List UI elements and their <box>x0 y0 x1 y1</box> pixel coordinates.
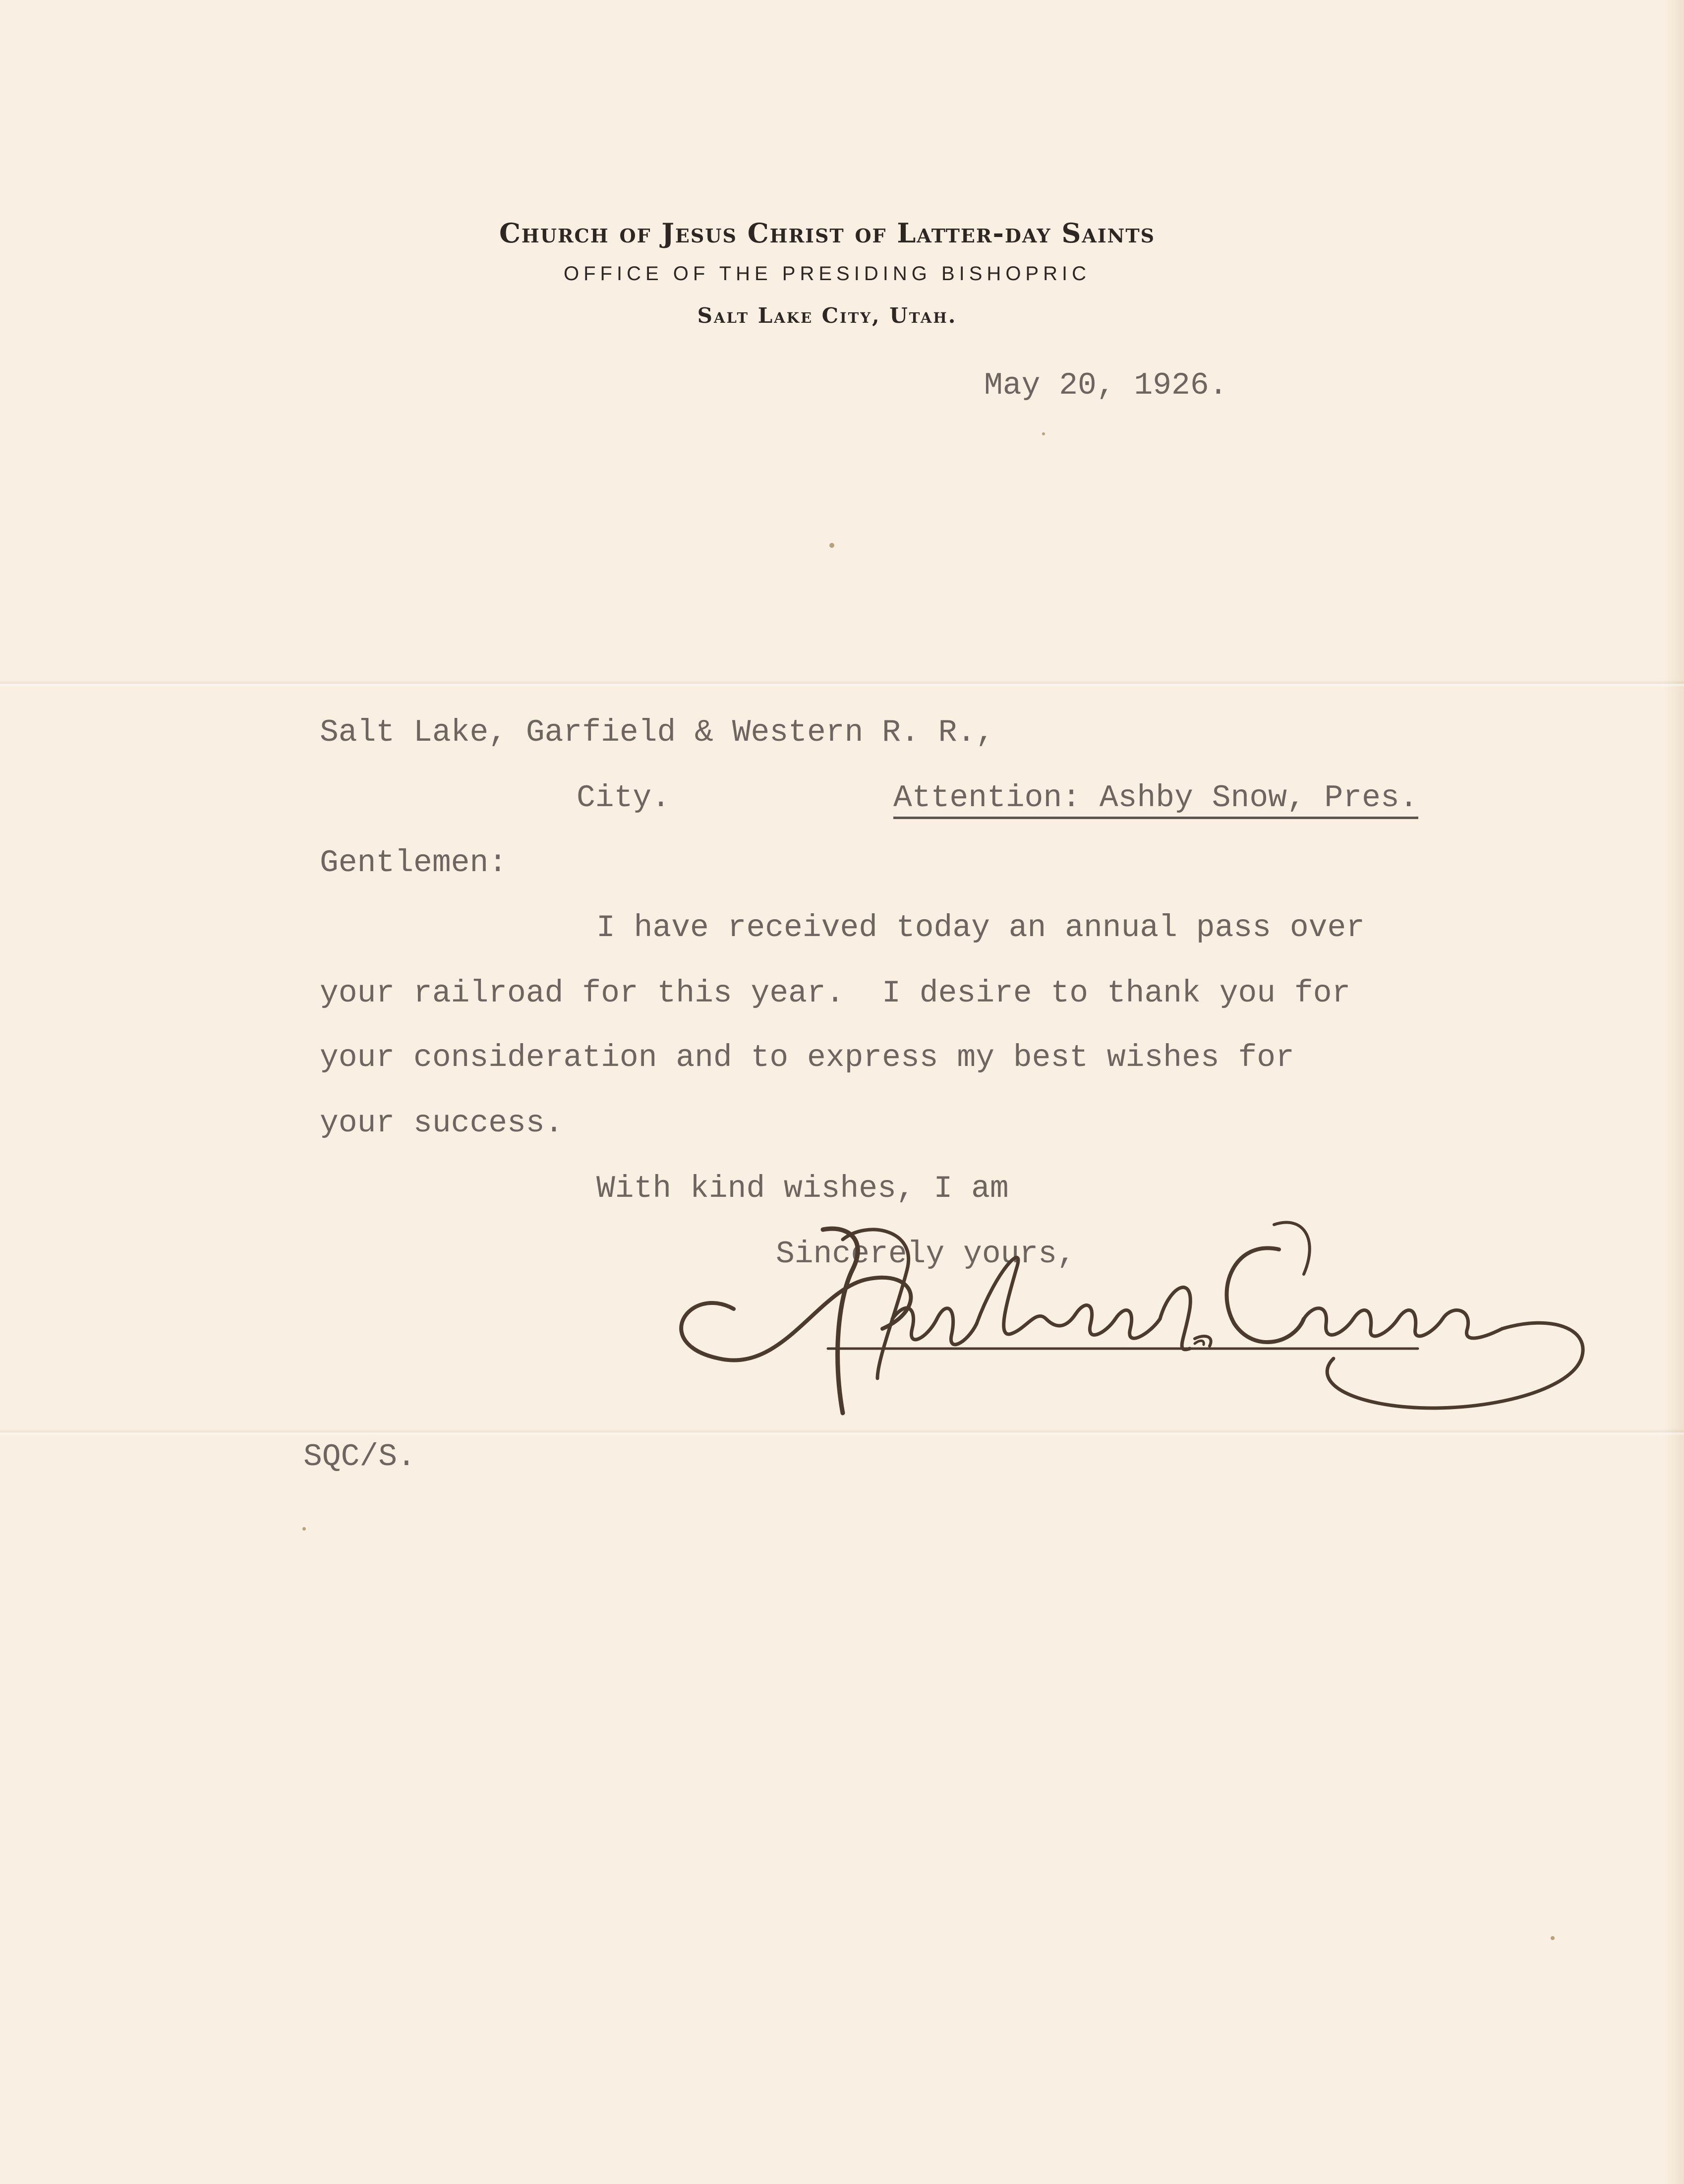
body-line-1: I have received today an annual pass over <box>596 910 1365 945</box>
letterhead-office: OFFICE OF THE PRESIDING BISHOPRIC <box>563 263 1091 285</box>
complimentary-close: Sincerely yours, <box>776 1237 1076 1272</box>
closing-line: With kind wishes, I am <box>596 1171 1009 1206</box>
paper-speck <box>1551 1936 1555 1940</box>
recipient-city: City. <box>577 780 671 816</box>
handwritten-signature <box>659 1210 1631 1458</box>
salutation: Gentlemen: <box>320 845 508 881</box>
letterhead-city: Salt Lake City, Utah. <box>697 303 957 328</box>
recipient-name: Salt Lake, Garfield & Western R. R., <box>320 715 995 750</box>
paper-speck <box>1042 432 1045 435</box>
reference-initials: SQC/S. <box>303 1439 416 1475</box>
attention-line: Attention: Ashby Snow, Pres. <box>893 780 1418 819</box>
body-line-3: your consideration and to express my best wishes for <box>320 1040 1294 1075</box>
body-line-2: your railroad for this year. I desire to thank you for <box>320 976 1351 1011</box>
paper-speck <box>829 543 834 548</box>
letter-date: May 20, 1926. <box>984 368 1228 403</box>
letterhead-organization: Church of Jesus Christ of Latter-day Saints <box>499 217 1156 249</box>
fold-crease-upper <box>0 680 1684 687</box>
body-line-4: your success. <box>320 1106 564 1141</box>
paper-speck <box>302 1527 306 1531</box>
